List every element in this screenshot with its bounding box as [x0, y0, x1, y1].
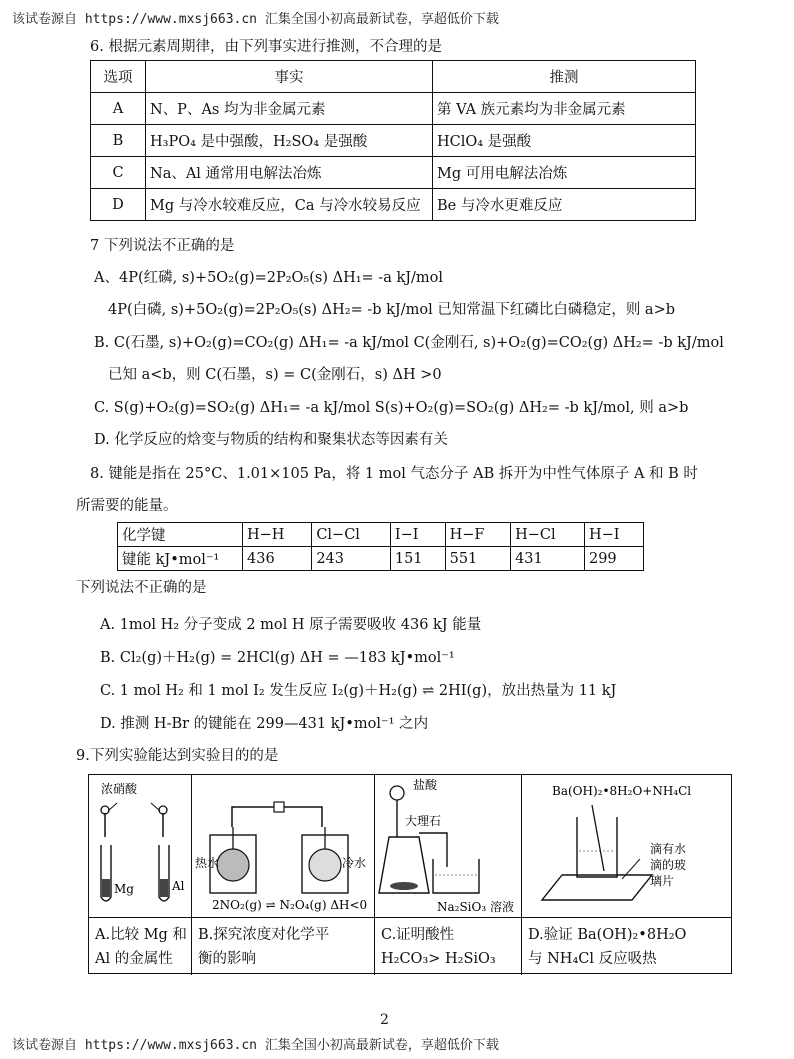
q8-cell: 436: [243, 547, 312, 571]
endothermic-reaction-figure: [522, 775, 731, 917]
acid-strength-apparatus-figure: [375, 775, 522, 917]
page-number: 2: [380, 1012, 389, 1028]
q8-cell: H−Cl: [511, 523, 585, 547]
q6-row-inference: 第 VA 族元素均为非金属元素: [433, 93, 696, 125]
table-row: [91, 125, 696, 157]
q9-panel-b: [192, 775, 375, 975]
q8-cell: 551: [445, 547, 510, 571]
q6-table-header-row: [91, 61, 696, 93]
q9-panel-d: [522, 775, 731, 975]
q7-option-b-line1: B. C(石墨, s)+O₂(g)=CO₂(g) ΔH₁= -a kJ/mol C(金刚石, s)+O₂(g)=CO₂(g) ΔH₂= -b kJ/mol: [94, 335, 724, 351]
panel-d-label-reagents: Ba(OH)₂•8H₂O+NH₄Cl: [552, 784, 692, 798]
q6-row-option: C: [91, 157, 146, 189]
q8-sub-stem: 下列说法不正确的是: [76, 580, 207, 596]
panel-d-caption: [528, 923, 686, 971]
q8-cell: Cl−Cl: [312, 523, 391, 547]
q8-cell: 299: [584, 547, 643, 571]
panel-b-label-cold: 冷水: [342, 856, 367, 870]
q6-row-inference: HClO₄ 是强酸: [433, 125, 696, 157]
q7-option-c: C. S(g)+O₂(g)=SO₂(g) ΔH₁= -a kJ/mol S(s)+O₂(g)=SO₂(g) ΔH₂= -b kJ/mol, 则 a>b: [94, 400, 689, 416]
q8-cell: 151: [390, 547, 445, 571]
q8-option-c: C. 1 mol H₂ 和 1 mol I₂ 发生反应 I₂(g)＋H₂(g) ⇌ 2HI(g)，放出热量为 11 kJ: [100, 683, 617, 699]
q8-cell: 243: [312, 547, 391, 571]
q9-panel-a: [89, 775, 192, 975]
panel-c-label-hcl: 盐酸: [413, 778, 438, 792]
source-header: 该试卷源自 https://www.mxsj663.cn 汇集全国小初高最新试卷，享超低价下载: [12, 12, 499, 27]
panel-a-label-mg: Mg: [114, 882, 134, 896]
no2-flasks-figure: [192, 775, 375, 917]
q8-option-d: D. 推测 H-Br 的键能在 299—431 kJ•mol⁻¹ 之内: [100, 716, 429, 732]
q6-row-fact: Na、Al 通常用电解法冶炼: [146, 157, 433, 189]
panel-a-caption-line2: Al 的金属性: [95, 951, 173, 967]
q6-row-inference: Mg 可用电解法冶炼: [433, 157, 696, 189]
q6-row-option: B: [91, 125, 146, 157]
q8-stem-line2: 所需要的能量。: [76, 498, 178, 514]
q6-row-option: D: [91, 189, 146, 221]
table-row: [118, 523, 644, 547]
q8-bond-energy-table: [117, 522, 644, 571]
q6-table: [90, 60, 696, 221]
q8-option-a: A. 1mol H₂ 分子变成 2 mol H 原子需要吸收 436 kJ 能量: [100, 617, 482, 633]
q7-option-a-line1: A、4P(红磷, s)+5O₂(g)=2P₂O₅(s) ΔH₁= -a kJ/mol: [94, 270, 444, 286]
q8-cell: H−H: [243, 523, 312, 547]
panel-a-label-al: Al: [172, 879, 185, 893]
panel-c-label-marble: 大理石: [405, 814, 442, 828]
panel-a-label-acid: 浓硝酸: [101, 782, 138, 796]
panel-d-label-glass-2: 滴的玻: [650, 858, 687, 872]
q7-option-d: D. 化学反应的焓变与物质的结构和聚集状态等因素有关: [94, 432, 448, 448]
panel-d-label-glass-1: 滴有水: [650, 842, 687, 856]
panel-d-caption-line1: D.验证 Ba(OH)₂•8H₂O: [528, 927, 687, 943]
panel-c-label-silicate: Na₂SiO₃ 溶液: [437, 900, 514, 914]
panel-c-caption-line2: H₂CO₃> H₂SiO₃: [381, 951, 496, 967]
q8-cell: 化学键: [118, 523, 243, 547]
nitric-acid-tubes-figure: [89, 775, 192, 917]
q6-row-fact: N、P、As 均为非金属元素: [146, 93, 433, 125]
table-row: [91, 93, 696, 125]
q8-cell: H−I: [584, 523, 643, 547]
panel-a-caption-line1: A.比较 Mg 和: [95, 927, 187, 943]
panel-c-caption-line1: C.证明酸性: [381, 927, 455, 943]
panel-c-caption: [381, 923, 496, 971]
table-row: [91, 189, 696, 221]
panel-d-caption-line2: 与 NH₄Cl 反应吸热: [528, 951, 657, 967]
panel-a-caption: [95, 923, 187, 971]
q6-header-fact: 事实: [146, 61, 433, 93]
q6-row-fact: Mg 与冷水较难反应，Ca 与冷水较易反应: [146, 189, 433, 221]
source-footer: 该试卷源自 https://www.mxsj663.cn 汇集全国小初高最新试卷，享超低价下载: [12, 1038, 499, 1053]
q9-panel-c: [375, 775, 522, 975]
table-row: [91, 157, 696, 189]
q7-option-b-line2: 已知 a<b，则 C(石墨，s) = C(金刚石，s) ΔH >0: [108, 367, 442, 383]
q6-header-inference: 推测: [433, 61, 696, 93]
q6-row-fact: H₃PO₄ 是中强酸，H₂SO₄ 是强酸: [146, 125, 433, 157]
q9-stem: 9.下列实验能达到实验目的的是: [76, 748, 279, 764]
panel-d-label-glass-3: 璃片: [650, 874, 675, 888]
q6-header-option: 选项: [91, 61, 146, 93]
q9-experiment-grid: [88, 774, 732, 974]
panel-b-label-equation: 2NO₂(g) ⇌ N₂O₄(g) ΔH<0: [212, 898, 368, 912]
q8-option-b: B. Cl₂(g)＋H₂(g) = 2HCl(g) ΔH = —183 kJ•mol⁻¹: [100, 650, 455, 666]
q6-row-option: A: [91, 93, 146, 125]
q8-cell: I−I: [390, 523, 445, 547]
q7-option-a-line2: 4P(白磷, s)+5O₂(g)=2P₂O₅(s) ΔH₂= -b kJ/mol 已知常温下红磷比白磷稳定，则 a>b: [108, 302, 676, 318]
q8-cell: 键能 kJ•mol⁻¹: [118, 547, 243, 571]
q7-stem: 7 下列说法不正确的是: [90, 238, 235, 254]
q8-cell: 431: [511, 547, 585, 571]
panel-b-label-hot: 热水: [195, 856, 220, 870]
table-row: [118, 547, 644, 571]
q6-stem: 6. 根据元素周期律，由下列事实进行推测，不合理的是: [90, 39, 442, 55]
q8-stem-line1: 8. 键能是指在 25°C、1.01×105 Pa，将 1 mol 气态分子 AB 拆开为中性气体原子 A 和 B 时: [90, 466, 698, 482]
q6-row-inference: Be 与冷水更难反应: [433, 189, 696, 221]
panel-b-caption-line1: B.探究浓度对化学平: [198, 927, 330, 943]
panel-b-caption: [198, 923, 329, 971]
q8-cell: H−F: [445, 523, 510, 547]
panel-b-caption-line2: 衡的影响: [198, 951, 256, 967]
